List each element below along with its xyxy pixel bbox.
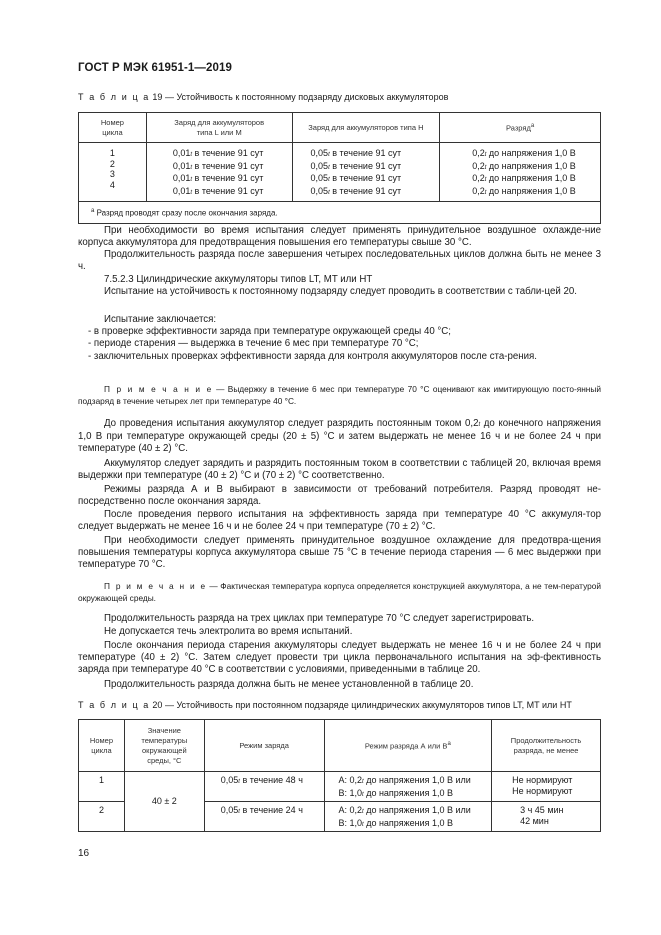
table20-col-temperature: Значение температуры окружающей среды, °С <box>124 720 204 772</box>
table20-col-duration: Продолжительность разряда, не менее <box>492 720 601 772</box>
paragraph-13: При необходимости следует применять принудительное воздушное охлаждение для предотвра-щения повышения температуры корпуса аккумулятора свыше 75 °С в течение периода старения — 6 мес выдержки при температуре 70 °С. <box>78 535 601 571</box>
table20-charge-2: 0,05t в течение 24 ч <box>204 802 324 832</box>
paragraph-2: Продолжительность разряда после завершения четырех последовательных циклов должна быть не менее 3 ч. <box>78 249 601 273</box>
table19-caption-prefix: Т а б л и ц а <box>78 92 150 102</box>
note-2: П р и м е ч а н и е — Фактическая температура корпуса определяется конструкцией аккумулятора, а не тем-пературой окружающей среды. <box>78 581 601 603</box>
paragraph-5: Испытание заключается: <box>104 314 217 325</box>
page-number: 16 <box>78 848 90 859</box>
table19-charge-h-values: 0,05t в течение 91 сут 0,05t в течение 91 сут 0,05t в течение 91 сут 0,05t в течение 91 сут <box>292 143 440 202</box>
table-20 <box>78 719 601 832</box>
table19-footnote: $^a$ Разряд проводят сразу после окончания заряда. <box>79 202 601 224</box>
table19-caption-text: — Устойчивость к постоянному подзаряду дисковых аккумуляторов <box>162 92 449 102</box>
table20-col-discharge-mode: Режим разряда А или $В^a$ <box>324 720 492 772</box>
table20-charge-1: 0,05t в течение 48 ч <box>204 772 324 802</box>
paragraph-11: Режимы разряда А и В выбирают в зависимости от требований потребителя. Разряд проводят не-посредственно после окончания заряда. <box>78 484 601 508</box>
table20-header-row <box>79 720 601 772</box>
table20-temperature-value: 40 ± 2 <box>124 772 204 832</box>
table19-body <box>79 143 601 202</box>
table20-duration-2: 3 ч 45 мин 42 мин <box>492 802 601 832</box>
list-item-3: - заключительных проверках эффективности заряда для контроля аккумуляторов после ста-рения. <box>88 351 537 362</box>
table19-discharge-values: 0,2t до напряжения 1,0 В 0,2t до напряжения 1,0 В 0,2t до напряжения 1,0 В 0,2t до напряжения 1,0 В <box>440 143 601 202</box>
paragraph-10: Аккумулятор следует зарядить и разрядить постоянным током в соответствии с таблицей 20, включая время выдержки при температуре (40 ± 2) °С и (70 ± 2) °С соответственно. <box>78 458 601 482</box>
list-item-2: - периоде старения — выдержка в течение 6 мес при температуре 70 °С; <box>88 338 419 349</box>
table19-col-cycle: Номер цикла <box>79 113 147 143</box>
table19-header-row <box>79 113 601 143</box>
table20-cycle-1: 1 <box>79 772 125 802</box>
list-item-1: - в проверке эффективности заряда при температуре окружающей среды 40 °С; <box>88 326 451 337</box>
table20-cycle-2: 2 <box>79 802 125 832</box>
table19-cycle-numbers: 1 2 3 4 <box>79 143 147 202</box>
table19-caption <box>78 92 448 102</box>
table19-col-charge-lm: Заряд для аккумуляторов типа L или M <box>146 113 292 143</box>
paragraph-14: Продолжительность разряда на трех циклах при температуре 70 °С следует зарегистрировать. <box>104 613 535 624</box>
paragraph-9: До проведения испытания аккумулятор следует разрядить постоянным током 0,2t до конечного напряжения 1,0 В при температуре окружающей среды (20 ± 5) °С и затем выдержать не менее 16 ч и не более 24 ч при температуре (40 ± 2) °С. <box>78 418 601 455</box>
paragraph-15: Не допускается течь электролита во время испытаний. <box>104 626 353 637</box>
table20-caption <box>78 700 572 710</box>
table20-caption-prefix: Т а б л и ц а <box>78 700 150 710</box>
table20-discharge-1: А: 0,2t до напряжения 1,0 В или В: 1,0t до напряжения 1,0 В <box>324 772 492 802</box>
table20-col-charge-mode: Режим заряда <box>204 720 324 772</box>
table20-caption-text: — Устойчивость при постоянном подзаряде цилиндрических аккумуляторов типов LT, MT или HT <box>162 700 572 710</box>
table19-footnote-row <box>79 202 601 224</box>
section-heading-7-5-2-3: 7.5.2.3 Цилиндрические аккумуляторы типов LT, MT или HT <box>104 274 373 285</box>
paragraph-12: После проведения первого испытания на эффективность заряда при температуре 40 °С аккумуля-тор следует выдержать не менее 16 ч и не более 24 ч при температуре (70 ± 2) °С. <box>78 509 601 533</box>
table19-caption-number: 19 <box>152 92 163 102</box>
paragraph-1: При необходимости во время испытания следует применять принудительное воздушное охлажде-ние корпуса аккумулятора для предотвращения повышения его температуры свыше 30 °С. <box>78 225 601 249</box>
table20-duration-1: Не нормируют Не нормируют <box>492 772 601 802</box>
table19-charge-lm-values: 0,01t в течение 91 сут 0,01t в течение 91 сут 0,01t в течение 91 сут 0,01t в течение 91 сут <box>146 143 292 202</box>
paragraph-17: Продолжительность разряда должна быть не менее установленной в таблице 20. <box>104 679 474 690</box>
paragraph-16: После окончания периода старения аккумуляторы следует выдержать не менее 16 ч и не более 24 ч при температуре (40 ± 2) °С. Затем следует провести три цикла первоначального испытания на эф-фективность заряда при температуре 40 °С в соответствии с условиями, приведенными в таблице 20. <box>78 640 601 676</box>
document-header: ГОСТ Р МЭК 61951-1—2019 <box>78 62 232 74</box>
table20-discharge-2: А: 0,2t до напряжения 1,0 В или В: 1,0t до напряжения 1,0 В <box>324 802 492 832</box>
paragraph-4: Испытание на устойчивость к постоянному подзаряду следует проводить в соответствии с табли-цей 20. <box>104 286 577 297</box>
table19-col-discharge: Разряд$^a$ <box>440 113 601 143</box>
table20-caption-number: 20 <box>152 700 163 710</box>
table20-row-1 <box>79 772 601 802</box>
note-1: П р и м е ч а н и е — Выдержку в течение 6 мес при температуре 70 °С оценивают как имитирующую посто-янный подзаряд в течение четырех лет при температуре 40 °С. <box>78 384 601 406</box>
table19-col-charge-h: Заряд для аккумуляторов типа H <box>292 113 440 143</box>
table20-col-cycle: Номер цикла <box>79 720 125 772</box>
table-19 <box>78 112 601 224</box>
